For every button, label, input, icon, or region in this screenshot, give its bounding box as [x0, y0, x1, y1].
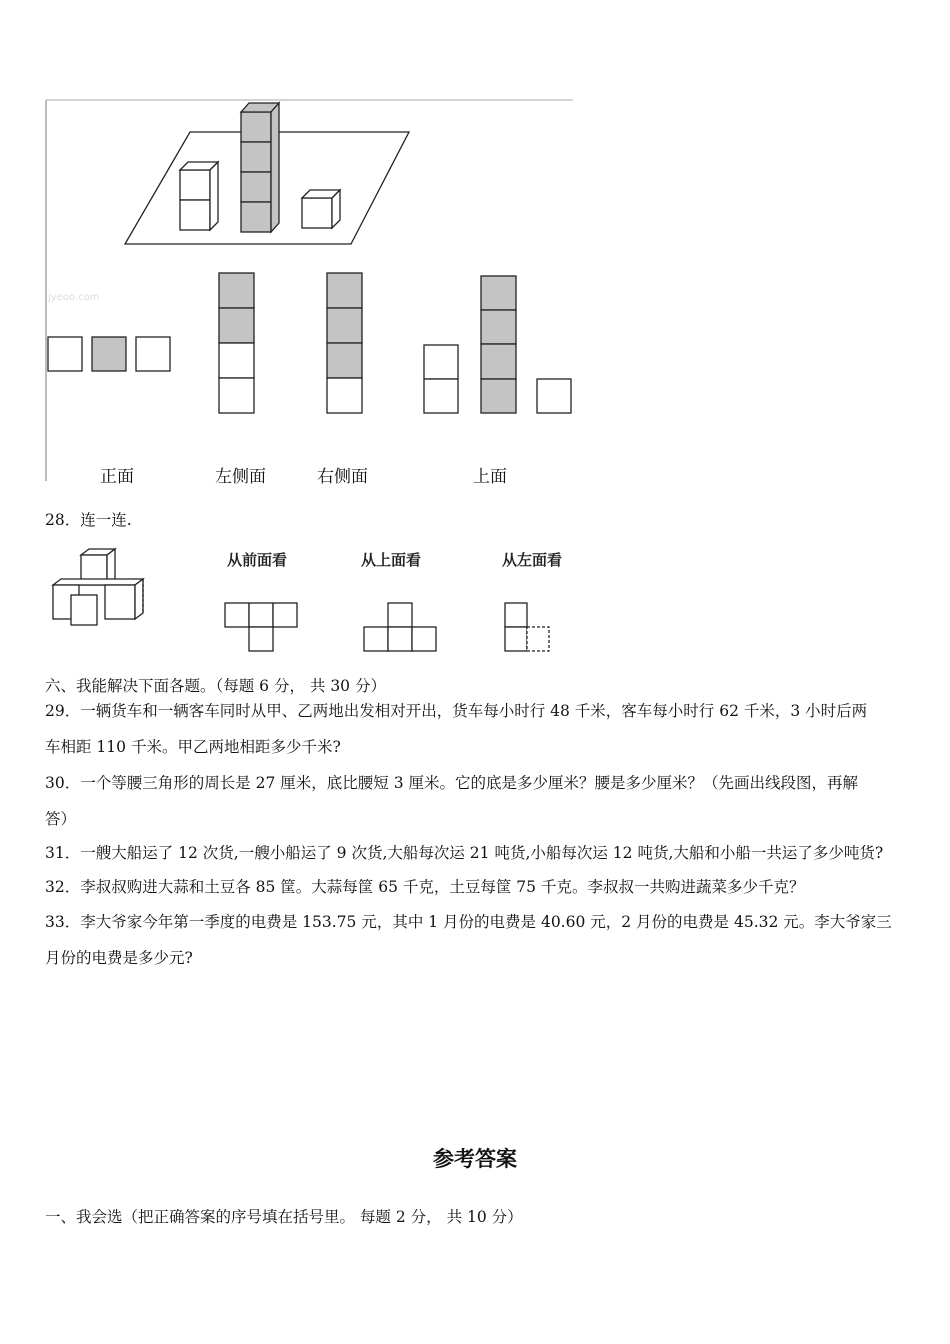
right-single-cube — [302, 190, 340, 228]
q29-line1: 29．一辆货车和一辆客车同时从甲、乙两地出发相对开出，货车每小时行 48 千米，客车每小时行 62 千米，3 小时后两 — [45, 702, 868, 720]
watermark: jyeoo.com — [48, 292, 100, 303]
q30-line2: 答） — [45, 810, 77, 828]
left-side-view — [219, 273, 254, 413]
q28-figure — [45, 545, 565, 665]
view-from-front — [225, 603, 297, 651]
q32-line1: 32．李叔叔购进大蒜和土豆各 85 筐。大蒜每筐 65 千克，土豆每筐 75 千克。李叔叔一共购进蔬菜多少千克？ — [45, 878, 805, 896]
q33-line2: 月份的电费是多少元? — [45, 949, 193, 967]
q28-text: 28．连一连. — [45, 511, 132, 529]
answers-title: 参考答案 — [433, 1147, 517, 1171]
q30-line1: 30．一个等腰三角形的周长是 27 厘米，底比腰短 3 厘米。它的底是多少厘米？腰是多少厘米？（先画出线段图，再解 — [45, 774, 859, 792]
left-cube-stack — [180, 162, 218, 230]
label-top: 上面 — [473, 467, 507, 487]
label-right-side: 右侧面 — [317, 467, 368, 487]
q31-line1: 31．一艘大船运了 12 次货,一艘小船运了 9 次货,大船每次运 21 吨货,小船每次运 12 吨货,大船和小船一共运了多少吨货? — [45, 844, 884, 862]
right-side-view — [327, 273, 362, 413]
label-from-left: 从左面看 — [502, 551, 563, 569]
answers-section1: 一、我会选（把正确答案的序号填在括号里。 每题 2 分， 共 10 分） — [45, 1208, 523, 1226]
q33-line1: 33．李大爷家今年第一季度的电费是 153.75 元，其中 1 月份的电费是 40.60 元，2 月份的电费是 45.32 元。李大爷家三 — [45, 913, 892, 931]
q29-line2: 车相距 110 千米。甲乙两地相距多少千米? — [45, 738, 341, 756]
top-view — [424, 276, 571, 413]
label-from-front: 从前面看 — [227, 551, 288, 569]
label-left-side: 左侧面 — [215, 467, 266, 487]
view-from-top — [364, 603, 436, 651]
label-from-top: 从上面看 — [361, 551, 422, 569]
front-view — [48, 337, 170, 371]
section6-header: 六、我能解决下面各题。（每题 6 分， 共 30 分） — [45, 677, 386, 695]
middle-cube-stack — [241, 103, 279, 232]
solid-views-figure — [45, 98, 575, 483]
view-from-left — [505, 603, 549, 651]
solid-3d — [53, 549, 143, 625]
label-front: 正面 — [100, 467, 134, 487]
